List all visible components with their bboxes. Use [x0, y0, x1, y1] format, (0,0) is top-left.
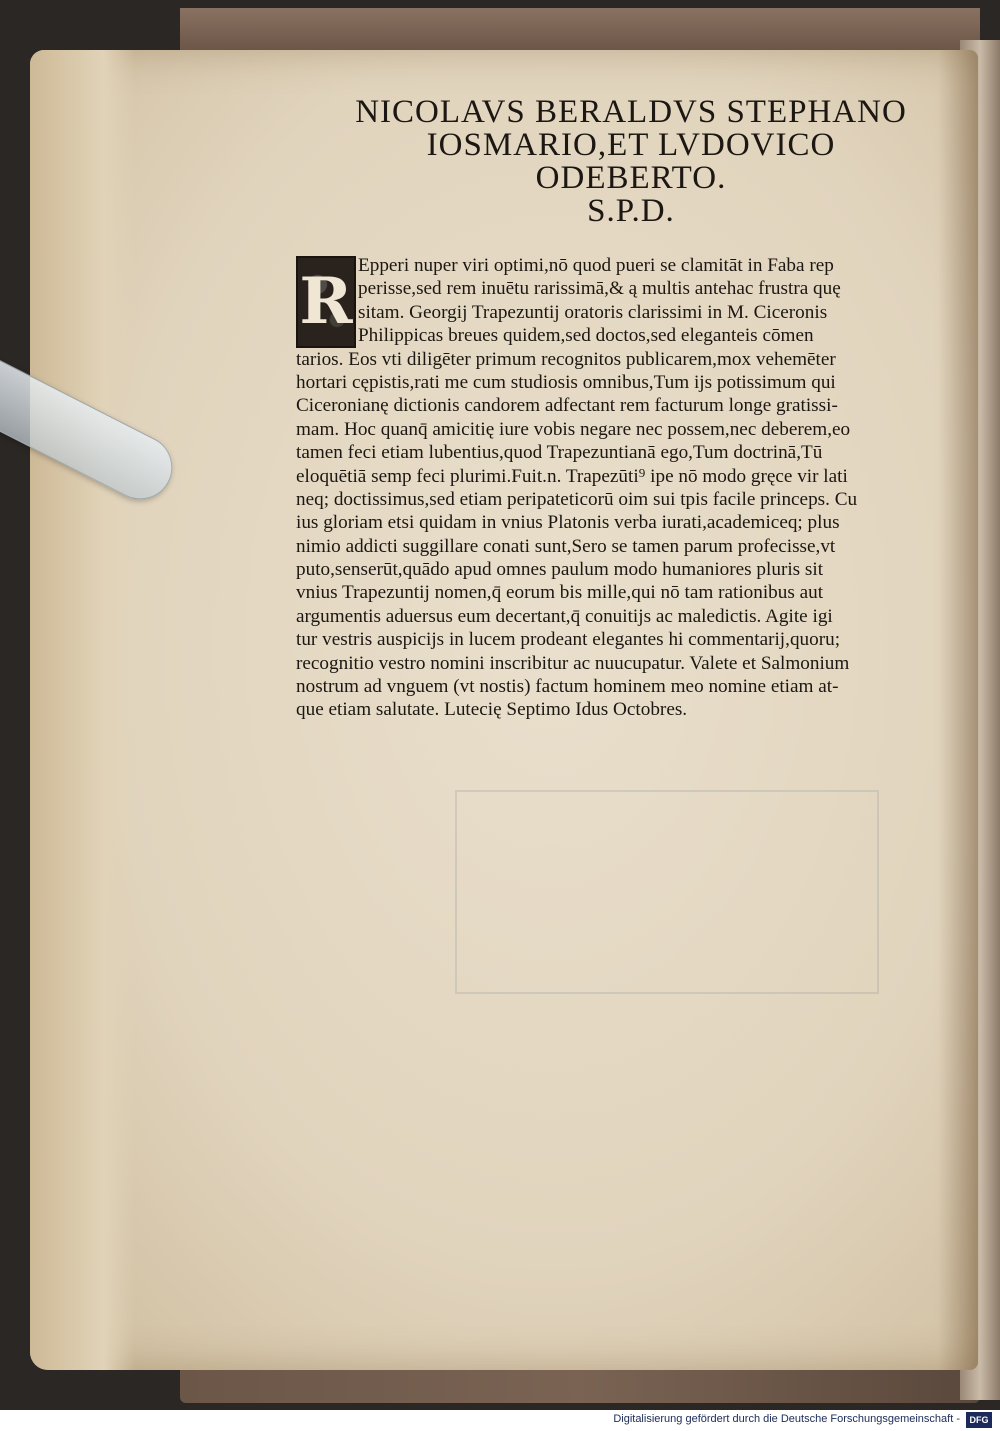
text-line: perisse,sed rem inuētu rarissimā,& ą multis antehac frustra quę [358, 278, 841, 300]
show-through-woodcut [455, 790, 879, 994]
text-line: eloquētiā semp feci plurimi.Fuit.n. Trapezūti⁹ ipe nō modo gręce vir lati [296, 465, 848, 487]
text-line: nimio addicti suggillare conati sunt,Sero se tamen parum profecisse,vt [296, 535, 836, 557]
text-line: Philippicas breues quidem,sed doctos,sed eleganteis cōmen [358, 325, 814, 347]
text-line: sitam. Georgij Trapezuntij oratoris clarissimi in M. Ciceronis [358, 301, 828, 323]
text-line: argumentis aduersus eum decertant,q̄ conuitijs ac maledictis. Agite igi [296, 605, 833, 627]
decorated-initial: R [296, 256, 356, 348]
text-line: nostrum ad vnguem (vt nostis) factum hominem meo nomine etiam at- [296, 676, 839, 698]
text-line: hortari cępistis,rati me cum studiosis omnibus,Tum ijs potissimum qui [296, 371, 836, 393]
text-line: puto,senserūt,quādo apud omnes paulum modo humaniores pluris sit [296, 559, 824, 581]
page-gutter-shadow [938, 50, 978, 1370]
text-line: vnius Trapezuntij nomen,q̄ eorum bis mille,qui nō tam rationibus aut [296, 582, 824, 604]
text-line: tarios. Eos vti diligēter primum recognitos publicarem,mox vehemēter [296, 348, 836, 370]
printed-text-block [296, 96, 936, 722]
heading-line: ODEBERTO. [535, 160, 727, 196]
heading-line: IOSMARIO,ET LVDOVICO [426, 127, 836, 163]
text-line: tamen feci etiam lubentius,quod Trapezuntianā ego,Tum doctrinā,Tū [296, 442, 823, 464]
letter-body [296, 254, 936, 722]
dfg-logo-icon: DFG [966, 1412, 992, 1428]
text-line: tur vestris auspicijs in lucem prodeant elegantes hi commentarij,quoru; [296, 629, 841, 651]
text-line: mam. Hoc quanq̄ amicitię iure vobis negare nec possem,nec deberem,eo [296, 418, 851, 440]
page-fold-shadow [30, 50, 135, 1370]
book-cover-top-edge [180, 8, 980, 53]
dedication-heading [326, 96, 936, 228]
funding-credit: Digitalisierung gefördert durch die Deutsche Forschungsgemeinschaft - [613, 1413, 960, 1425]
text-line: ius gloriam etsi quidam in vnius Platonis verba iurati,academiceq; plus [296, 512, 840, 534]
text-line: neq; doctissimus,sed etiam peripateticorū oim sui tpis facile princeps. Cu [296, 488, 858, 510]
heading-line: S.P.D. [587, 193, 675, 229]
digitization-footer [0, 1410, 1000, 1431]
text-line: recognitio vestro nomini inscribitur ac nuucupatur. Valete et Salmonium [296, 652, 850, 674]
text-line: Epperi nuper viri optimi,nō quod pueri se clamitāt in Faba rep [358, 255, 834, 276]
text-line: Ciceronianę dictionis candorem adfectant rem facturum longe gratissi- [296, 395, 838, 417]
heading-line: NICOLAVS BERALDVS STEPHANO [355, 94, 907, 130]
text-line: que etiam salutate. Lutecię Septimo Idus Octobres. [296, 699, 688, 721]
